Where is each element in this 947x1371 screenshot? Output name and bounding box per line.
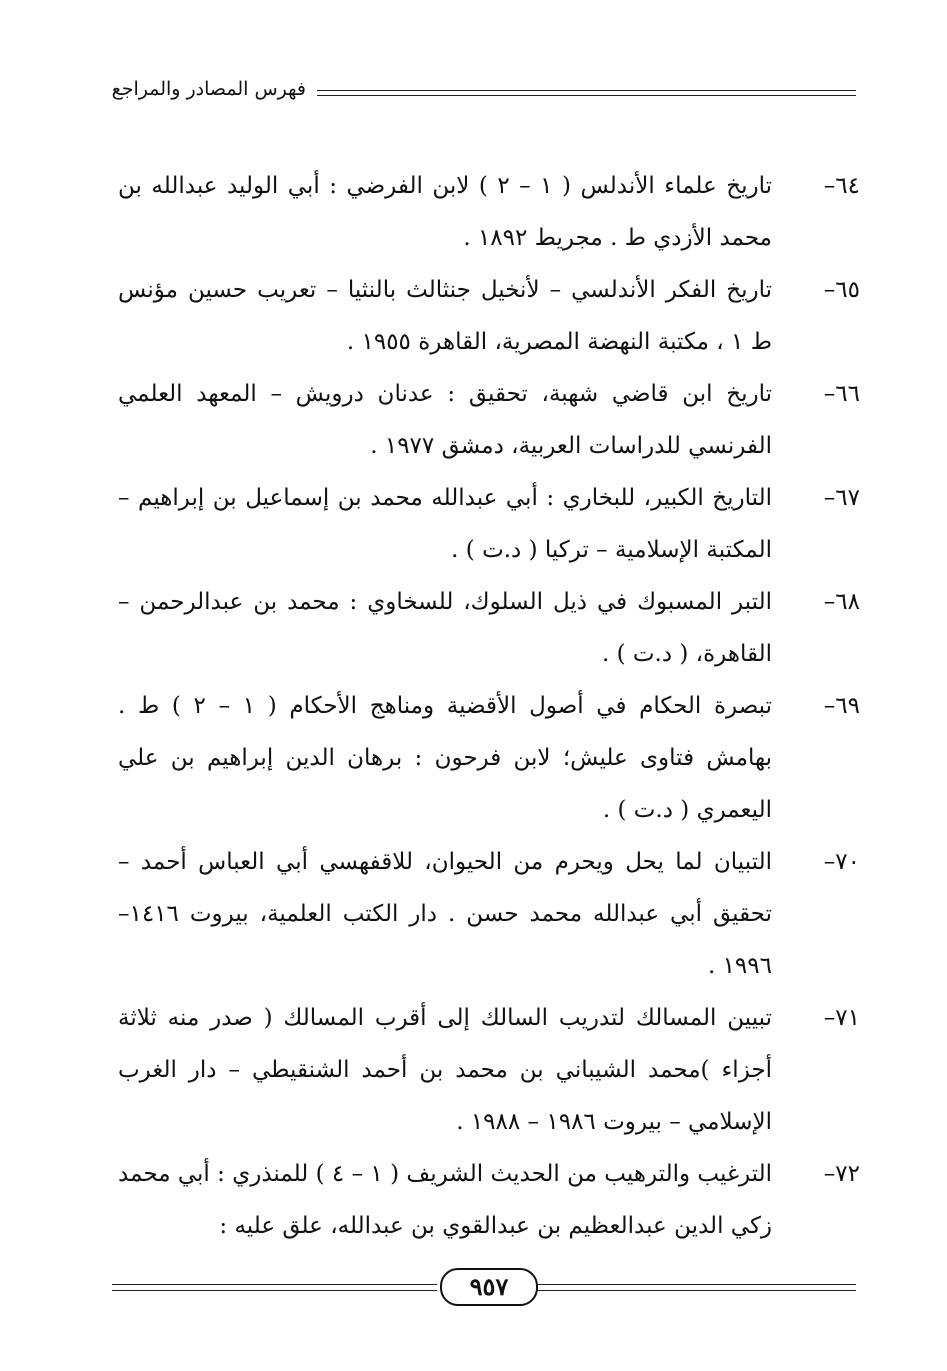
bibliography-entry — [118, 576, 860, 680]
entry-number: ٧١– — [823, 1005, 860, 1031]
entry-text: التبيان لما يحل ويحرم من الحيوان، للاقفهسي أبي العباس أحمد – تحقيق أبي عبدالله محمد حسن . دار الكتب العلمية، بيروت ١٤١٦– ١٩٩٦ . — [118, 849, 772, 979]
header-rule — [317, 90, 856, 91]
bibliography-entry — [118, 160, 860, 264]
entry-number: ٧٠– — [823, 849, 860, 875]
bibliography-entry — [118, 1148, 860, 1252]
footer-rule — [536, 1284, 856, 1285]
running-header-title: فهرس المصادر والمراجع — [111, 78, 306, 100]
entry-number: ٦٦– — [823, 381, 860, 407]
footer-rule — [112, 1284, 437, 1285]
entry-number: ٧٢– — [823, 1161, 860, 1187]
entry-text: تبيين المسالك لتدريب السالك إلى أقرب المسالك ( صدر منه ثلاثة أجزاء )محمد الشيباني بن محمد بن أحمد الشنقيطي – دار الغرب الإسلامي – بيروت ١٩٨٦ – ١٩٨٨ . — [118, 1005, 772, 1135]
entry-number: ٦٥– — [823, 277, 860, 303]
footer-rule — [536, 1290, 856, 1291]
running-header — [112, 78, 856, 118]
bibliography-list — [118, 160, 860, 1252]
page-number: ٩٥٧ — [440, 1268, 538, 1306]
page-footer — [112, 1262, 856, 1312]
entry-text: تاريخ علماء الأندلس ( ١ – ٢ ) لابن الفرضي : أبي الوليد عبدالله بن محمد الأزدي ط . مجريط ١٨٩٢ . — [118, 173, 772, 251]
bibliography-entry — [118, 472, 860, 576]
entry-number: ٦٨– — [823, 589, 860, 615]
entry-number: ٦٩– — [823, 693, 860, 719]
footer-rule — [112, 1290, 437, 1291]
entry-text: تاريخ الفكر الأندلسي – لأنخيل جنثالث بالنثيا – تعريب حسين مؤنس ط ١ ، مكتبة النهضة المصرية، القاهرة ١٩٥٥ . — [118, 277, 772, 355]
entry-text: تاريخ ابن قاضي شهبة، تحقيق : عدنان درويش – المعهد العلمي الفرنسي للدراسات العربية، دمشق ١٩٧٧ . — [118, 381, 772, 459]
entry-text: التاريخ الكبير، للبخاري : أبي عبدالله محمد بن إسماعيل بن إبراهيم – المكتبة الإسلامية – تركيا ( د.ت ) . — [118, 485, 772, 563]
bibliography-entry — [118, 264, 860, 368]
entry-number: ٦٤– — [823, 173, 860, 199]
entry-number: ٦٧– — [823, 485, 860, 511]
bibliography-entry — [118, 836, 860, 992]
bibliography-entry — [118, 368, 860, 472]
entry-text: الترغيب والترهيب من الحديث الشريف ( ١ – ٤ ) للمنذري : أبي محمد زكي الدين عبدالعظيم بن عبدالقوي بن عبدالله، علق عليه : — [118, 1161, 772, 1239]
entry-text: التبر المسبوك في ذيل السلوك، للسخاوي : محمد بن عبدالرحمن – القاهرة، ( د.ت ) . — [118, 589, 772, 667]
bibliography-entry — [118, 992, 860, 1148]
header-rule — [317, 95, 856, 96]
bibliography-entry — [118, 680, 860, 836]
entry-text: تبصرة الحكام في أصول الأقضية ومناهج الأحكام ( ١ – ٢ ) ط . بهامش فتاوى عليش؛ لابن فرحون : برهان الدين إبراهيم بن علي اليعمري ( د.ت ) . — [118, 693, 772, 823]
